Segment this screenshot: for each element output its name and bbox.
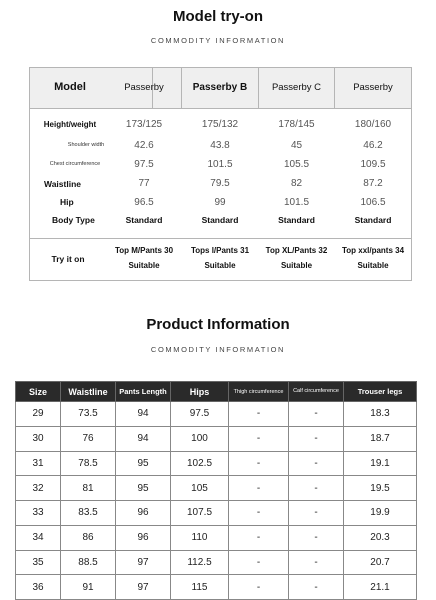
cell-value: 173/125: [125, 119, 163, 131]
table-cell: -: [289, 575, 344, 600]
tryon-size: Top M/Pants 30: [114, 245, 174, 255]
cell-value: 106.5: [360, 197, 386, 209]
column-header: Pants Length: [116, 382, 171, 402]
table-cell: -: [229, 575, 289, 600]
table-row: [16, 402, 417, 427]
table-cell: 94: [116, 402, 171, 427]
tryon-size: Tops l/Pants 31: [190, 245, 250, 255]
table-cell: -: [289, 426, 344, 451]
model-tryon-title: Model try-on: [173, 8, 263, 25]
row-label-height-weight: Height/weight: [43, 120, 97, 130]
cell-value: 45: [290, 140, 303, 152]
cell-value: Standard: [125, 215, 163, 226]
cell-value: 99: [214, 197, 226, 209]
table-cell: 19.5: [344, 476, 417, 501]
tryon-size: Top xxl/pants 34: [341, 245, 405, 255]
cell-value: 96.5: [134, 197, 154, 209]
model-name: Passerby: [124, 82, 164, 94]
table-row: [16, 525, 417, 550]
cell-value: Standard: [278, 215, 315, 226]
model-name: Passerby: [353, 82, 393, 94]
tryon-fit: Suitable: [280, 260, 313, 270]
table-cell: 88.5: [61, 550, 116, 575]
table-cell: -: [289, 476, 344, 501]
table-row: [16, 575, 417, 600]
row-label-shoulder-width: Shoulder width: [67, 141, 105, 148]
tryon-size: Top XL/Pants 32: [265, 245, 328, 255]
model-header-label: Model: [54, 81, 86, 94]
tryon-fit: Suitable: [128, 260, 160, 270]
table-cell: -: [289, 501, 344, 526]
table-cell: 18.3: [344, 402, 417, 427]
table-cell: -: [289, 402, 344, 427]
table-cell: 96: [116, 525, 171, 550]
table-cell: 21.1: [344, 575, 417, 600]
model-name: Passerby C: [271, 82, 322, 94]
product-info-title: Product Information: [146, 316, 290, 333]
table-cell: 102.5: [171, 451, 229, 476]
row-label-waistline: Waistline: [44, 179, 81, 190]
row-label-chest: Chest circumference: [49, 161, 101, 168]
table-cell: 78.5: [61, 451, 116, 476]
table-cell: -: [229, 402, 289, 427]
table-cell: 29: [16, 402, 61, 427]
table-cell: 18.7: [344, 426, 417, 451]
cell-value: 42.6: [134, 140, 154, 152]
table-cell: -: [229, 426, 289, 451]
table-header-row: [16, 382, 417, 402]
column-header: Hips: [171, 382, 229, 402]
table-row: [16, 426, 417, 451]
cell-value: 178/145: [278, 119, 315, 131]
cell-value: 109.5: [360, 159, 386, 171]
cell-value: 97.5: [134, 159, 154, 171]
tryon-fit: Suitable: [357, 260, 389, 270]
table-cell: 97.5: [171, 402, 229, 427]
table-cell: 110: [171, 525, 229, 550]
cell-value: 43.8: [210, 140, 230, 152]
table-cell: 115: [171, 575, 229, 600]
table-cell: 36: [16, 575, 61, 600]
table-body: [16, 402, 417, 600]
model-name: Passerby B: [192, 81, 248, 93]
table-cell: 35: [16, 550, 61, 575]
row-label-hip: Hip: [60, 197, 74, 208]
model-tryon-subtitle: COMMODITY INFORMATION: [150, 36, 286, 45]
cell-value: 105.5: [283, 159, 310, 171]
table-cell: 81: [61, 476, 116, 501]
table-cell: -: [229, 525, 289, 550]
cell-value: 87.2: [363, 178, 383, 190]
cell-value: 46.2: [363, 140, 383, 152]
product-info-subtitle: COMMODITY INFORMATION: [150, 345, 286, 354]
table-cell: 105: [171, 476, 229, 501]
cell-value: 101.5: [283, 197, 310, 209]
cell-value: 101.5: [207, 159, 233, 171]
table-cell: 32: [16, 476, 61, 501]
table-cell: 19.9: [344, 501, 417, 526]
table-cell: -: [289, 525, 344, 550]
tryon-fit: Suitable: [204, 260, 236, 270]
table-row: [16, 550, 417, 575]
table-cell: 19.1: [344, 451, 417, 476]
cell-value: 77: [138, 178, 150, 190]
table-cell: 97: [116, 550, 171, 575]
table-cell: 76: [61, 426, 116, 451]
cell-value: Standard: [354, 215, 392, 226]
table-cell: -: [229, 476, 289, 501]
table-cell: -: [229, 451, 289, 476]
table-cell: 31: [16, 451, 61, 476]
table-cell: 97: [116, 575, 171, 600]
table-cell: 33: [16, 501, 61, 526]
table-row: [16, 451, 417, 476]
table-cell: -: [289, 550, 344, 575]
row-label-try-it-on: Try it on: [51, 253, 85, 264]
table-cell: 100: [171, 426, 229, 451]
cell-value: 175/132: [201, 119, 239, 131]
table-cell: 112.5: [171, 550, 229, 575]
column-header: Size: [16, 382, 61, 402]
cell-value: Standard: [201, 215, 239, 226]
table-cell: 91: [61, 575, 116, 600]
model-tryon-table: [29, 67, 412, 281]
table-cell: 73.5: [61, 402, 116, 427]
table-cell: 107.5: [171, 501, 229, 526]
table-cell: 34: [16, 525, 61, 550]
table-row: [16, 501, 417, 526]
table-cell: 94: [116, 426, 171, 451]
table-cell: 95: [116, 451, 171, 476]
table-row: [16, 476, 417, 501]
column-header: Trouser legs: [344, 382, 417, 402]
cell-value: 82: [290, 178, 303, 190]
table-cell: 96: [116, 501, 171, 526]
table-cell: 30: [16, 426, 61, 451]
cell-value: 180/160: [354, 119, 392, 131]
row-label-body-type: Body Type: [52, 215, 95, 226]
table-cell: -: [229, 550, 289, 575]
product-size-table: [15, 381, 417, 600]
table-cell: 86: [61, 525, 116, 550]
column-header: Waistline: [61, 382, 116, 402]
table-cell: 95: [116, 476, 171, 501]
table-cell: 83.5: [61, 501, 116, 526]
cell-value: 79.5: [210, 178, 230, 190]
table-cell: 20.7: [344, 550, 417, 575]
table-cell: 20.3: [344, 525, 417, 550]
column-header: Thigh circumference: [229, 382, 289, 402]
table-cell: -: [289, 451, 344, 476]
table-cell: -: [229, 501, 289, 526]
column-header: Calf circumference: [289, 382, 344, 402]
